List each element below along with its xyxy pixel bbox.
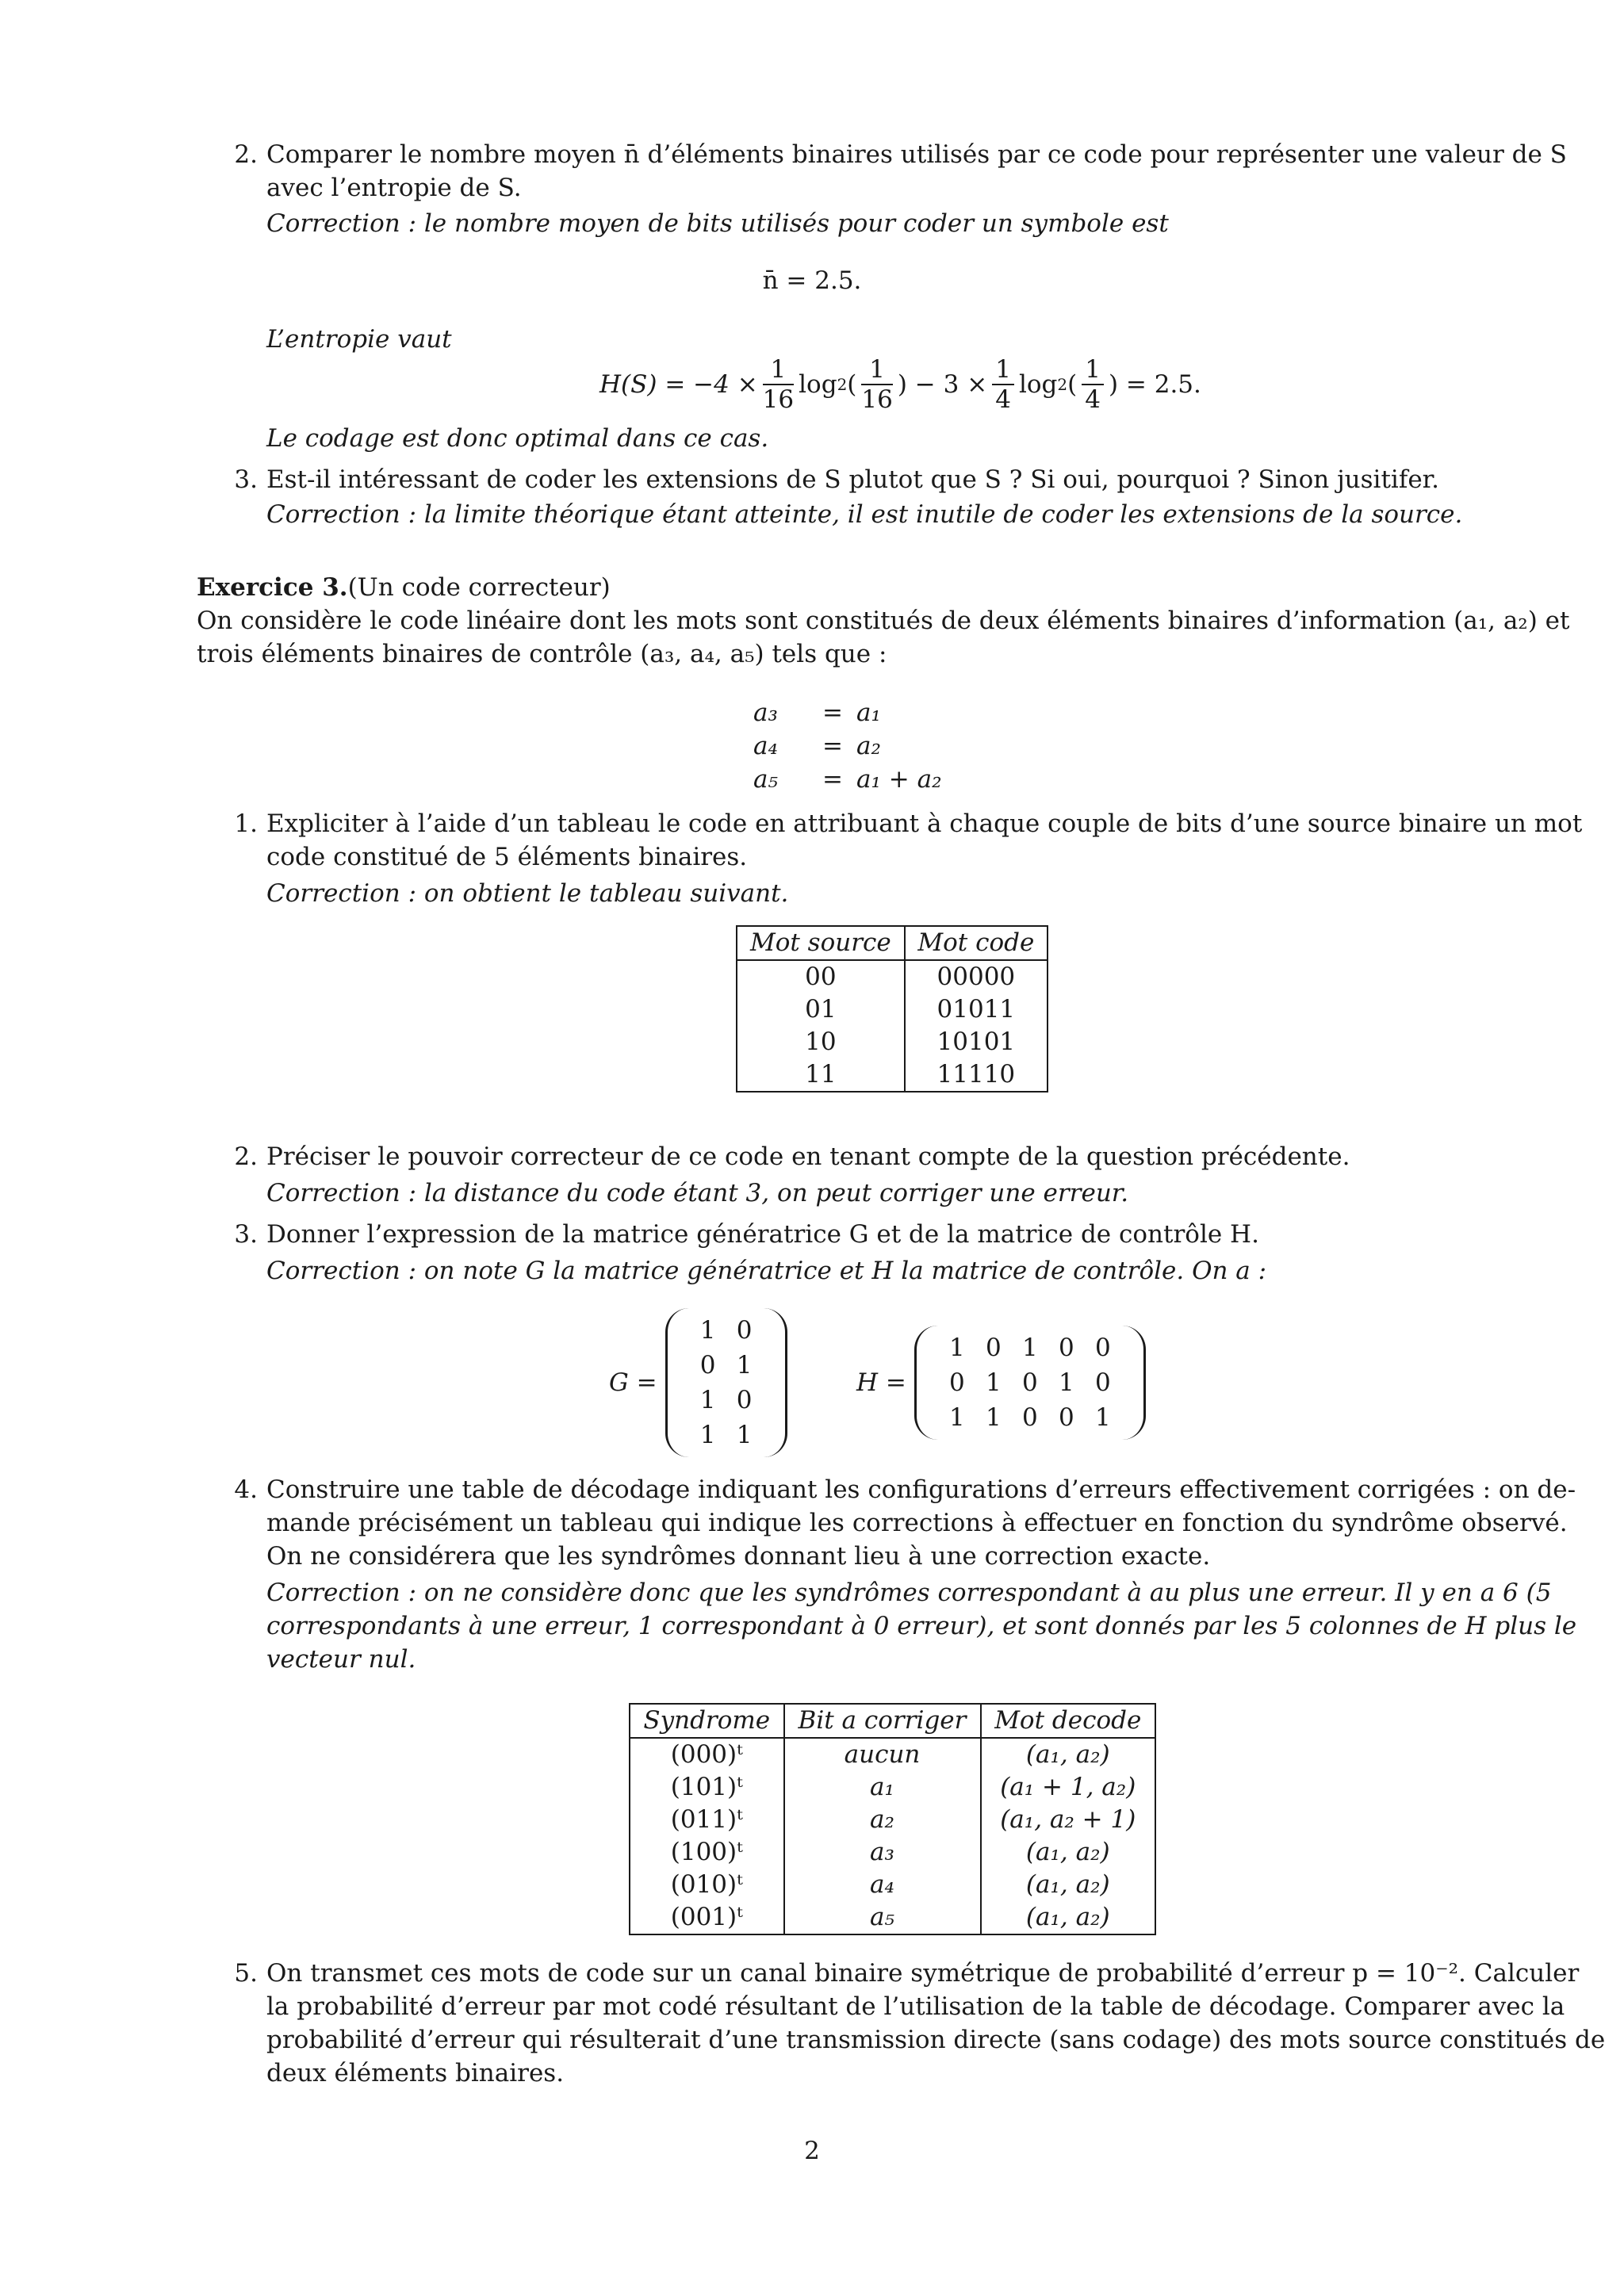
question-text: Donner l’expression de la matrice génératrice G et de la matrice de contrôle H. — [266, 1220, 1259, 1249]
matrix-H: H = 1 0 1 0 0 0 1 0 1 0 1 1 0 0 1 — [856, 1326, 1154, 1440]
item-number: 1. — [234, 809, 258, 838]
correction-text: Le codage est donc optimal dans ce cas. — [266, 424, 769, 453]
exercise-intro: On considère le code linéaire dont les mots sont constitués de deux éléments binaires d’information (a₁, a₂) et — [197, 607, 1570, 635]
table-row: (011)ᵗ a₂ (a₁, a₂ + 1) — [630, 1804, 1155, 1836]
correction-text: Correction : on note G la matrice génératrice et H la matrice de contrôle. On a : — [266, 1257, 1267, 1285]
correction-text: correspondants à une erreur, 1 correspondant à 0 erreur), et sont donnés par les 5 colonnes de H plus le — [266, 1612, 1577, 1640]
matrix-G: G = 1 0 0 1 1 0 1 1 — [609, 1308, 795, 1457]
item-number: 2. — [234, 140, 258, 169]
question-text: probabilité d’erreur qui résulterait d’une transmission directe (sans codage) des mots source constitués de — [266, 2026, 1606, 2054]
equation-entropy: H(S) = −4 × $\frac{1}{16}$ log 2 ( $\frac{1}{16}$ ) − 3 × $\frac{1}{4}$ log 2 ( $\frac{1}{4}$ ) = 2.5. — [599, 355, 1201, 414]
exercise-title: Exercice 3.(Un code correcteur) — [197, 573, 611, 602]
table-row: (101)ᵗ a₁ (a₁ + 1, a₂) — [630, 1771, 1155, 1804]
question-text: deux éléments binaires. — [266, 2059, 565, 2087]
question-text: la probabilité d’erreur par mot codé résultant de l’utilisation de la table de décodage. Comparer avec la — [266, 1992, 1565, 2021]
question-text: mande précisément un tableau qui indique les corrections à effectuer en fonction du syndrôme observé. — [266, 1509, 1568, 1537]
table-header: Mot code — [905, 926, 1048, 960]
table-row: 01 01011 — [737, 993, 1048, 1026]
equation-nbar: n̄ = 2.5. — [762, 266, 862, 295]
table-header: Syndrome — [630, 1704, 784, 1738]
item-number: 2. — [234, 1142, 258, 1171]
question-text: Préciser le pouvoir correcteur de ce code en tenant compte de la question précédente. — [266, 1142, 1350, 1171]
table-row: (010)ᵗ a₄ (a₁, a₂) — [630, 1869, 1155, 1901]
correction-text: Correction : on obtient le tableau suivant. — [266, 879, 789, 908]
question-text: code constitué de 5 éléments binaires. — [266, 843, 748, 871]
table-header: Mot decode — [981, 1704, 1156, 1738]
item-number: 5. — [234, 1959, 258, 1988]
equation-system: a₃ = a₁ a₄ = a₂ a₅ = a₁ + a₂ — [753, 698, 942, 794]
exercise-intro: trois éléments binaires de contrôle (a₃, a₄, a₅) tels que : — [197, 640, 887, 668]
correction-text: Correction : la distance du code étant 3, on peut corriger une erreur. — [266, 1179, 1129, 1207]
page-number: 2 — [804, 2137, 820, 2165]
correction-text: vecteur nul. — [266, 1645, 416, 1674]
item-number: 4. — [234, 1475, 258, 1504]
correction-text: Correction : on ne considère donc que les syndrômes correspondant à au plus une erreur. Il y en a 6 (5 — [266, 1578, 1552, 1607]
table-row: (100)ᵗ a₃ (a₁, a₂) — [630, 1836, 1155, 1869]
question-text: On ne considérera que les syndrômes donnant lieu à une correction exacte. — [266, 1542, 1211, 1571]
table-row: 10 10101 — [737, 1026, 1048, 1058]
question-text: Est-il intéressant de coder les extensions de S plutot que S ? Si oui, pourquoi ? Sinon jusitifer. — [266, 465, 1439, 494]
item-number: 3. — [234, 1220, 258, 1249]
correction-text: Correction : la limite théorique étant atteinte, il est inutile de coder les extensions de la source. — [266, 500, 1463, 529]
question-text: Construire une table de décodage indiquant les configurations d’erreurs effectivement corrigées : on de- — [266, 1475, 1576, 1504]
table-header: Bit a corriger — [784, 1704, 981, 1738]
code-table — [736, 925, 1048, 1093]
table-row: 00 00000 — [737, 960, 1048, 993]
decoding-table — [629, 1703, 1156, 1935]
item-number: 3. — [234, 465, 258, 494]
table-row: (000)ᵗ aucun (a₁, a₂) — [630, 1738, 1155, 1771]
question-text: Expliciter à l’aide d’un tableau le code en attribuant à chaque couple de bits d’une source binaire un mot — [266, 809, 1583, 838]
question-text: avec l’entropie de S. — [266, 174, 522, 202]
question-text: Comparer le nombre moyen n̄ d’éléments binaires utilisés par ce code pour représenter une valeur de S — [266, 140, 1567, 169]
table-header: Mot source — [737, 926, 905, 960]
table-row: 11 11110 — [737, 1058, 1048, 1092]
correction-text: L’entropie vaut — [266, 325, 452, 354]
table-row: (001)ᵗ a₅ (a₁, a₂) — [630, 1901, 1155, 1934]
correction-text: Correction : le nombre moyen de bits utilisés pour coder un symbole est — [266, 209, 1169, 238]
question-text: On transmet ces mots de code sur un canal binaire symétrique de probabilité d’erreur p = 10⁻². Calculer — [266, 1959, 1580, 1988]
